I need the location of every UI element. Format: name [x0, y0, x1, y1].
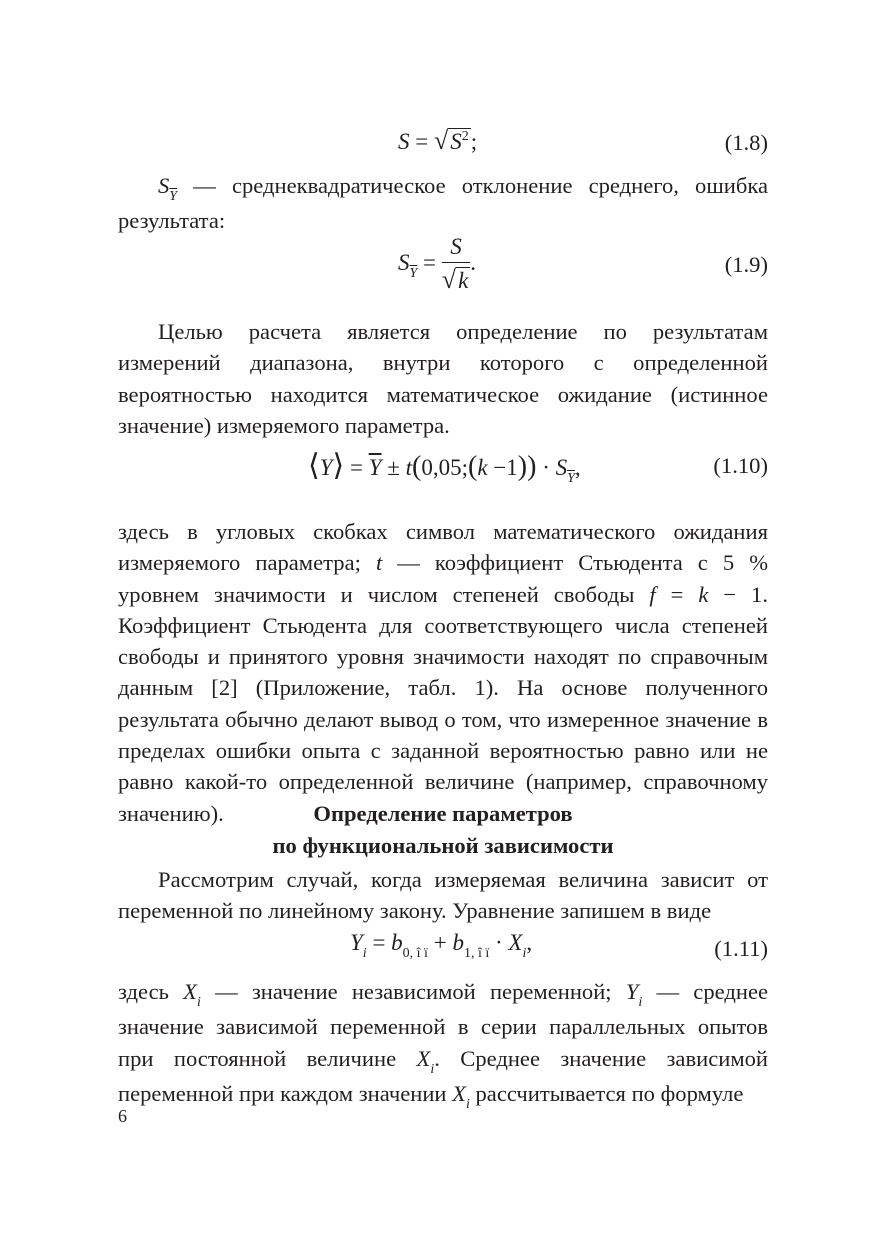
- paragraph-goal: Целью расчета является определение по результатам измерений диапазона, внутри которого с определенной вероятностью находится математическое ожидание (истинное значение) измеряемого параметра.: [118, 319, 768, 438]
- paragraph-definition: [118, 170, 768, 237]
- paragraph-consider: Рассмотрим случай, когда измеряемая величина зависит от переменной по линейному закону. Уравнение запишем в виде: [118, 867, 768, 924]
- formula-1-11: $Y_i = b_{0, î ï} + b_{1, î ï} \cdot X_i$,: [350, 930, 533, 961]
- formula-1-10: ⟨Y⟩ = $\overline{Y}$ ± t(0,05;(k $-1)) \cdot S_{\overline{Y}}$,: [308, 449, 581, 486]
- symbol-sub: Y: [169, 189, 178, 204]
- equation-number: (1.11): [714, 936, 768, 961]
- page-number: 6: [118, 1106, 127, 1126]
- equation-number: (1.9): [724, 252, 768, 277]
- formula-1-9: $S_{\overline{Y}}$ = $\frac{S}{√k}$ .: [398, 234, 477, 294]
- symbol-s: S: [158, 173, 170, 198]
- paragraph-explanation: здесь в угловых скобках символ математического ожидания измеряемого параметра; t — коэффициент Стьюдента с 5 % уровнем значимости и числом степеней свободы f = k − 1. Коэффициент Стьюдента для соответствующего числа степеней свободы и принятого уровня значимости находят по справочным данным [2] (Приложение, табл. 1). На основе полученного результата обычно делают вывод о том, что измеренное значение в пределах ошибки опыта с заданной вероятностью равно или не равно какой-то определенной величине (например, справочному значению).: [118, 519, 769, 826]
- equation-number: (1.10): [713, 453, 768, 478]
- paragraph-xi: здесь $X_i$ — значение независимой переменной; $Y_i$ — среднее значение зависимой переменной в серии параллельных опытов при постоянной величине $X_i$. Среднее значение зависимой переменной при каждом значении $X_i$ рассчитывается по формуле: [118, 979, 769, 1112]
- section-heading: Определение параметров по функциональной зависимости: [272, 801, 614, 858]
- formula-1-8: $S = √S^2$;: [398, 126, 478, 155]
- definition-text: — среднеквадратическое отклонение среднего, ошибка результата:: [118, 173, 768, 234]
- equation-number: (1.8): [724, 130, 768, 155]
